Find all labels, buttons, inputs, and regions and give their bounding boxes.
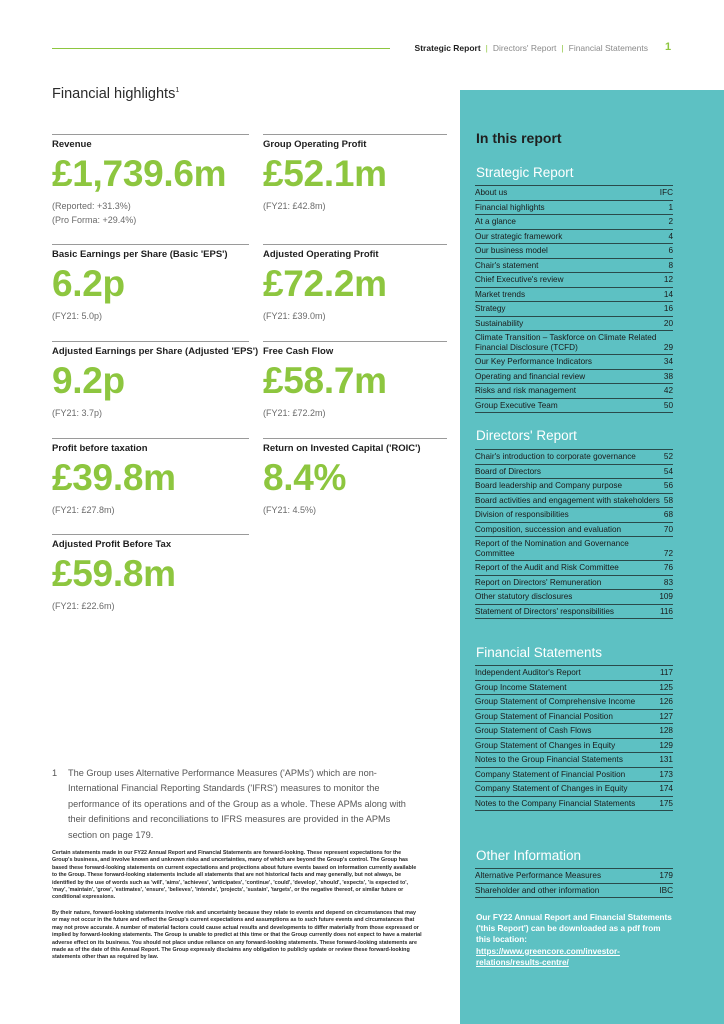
toc-item[interactable] (475, 201, 673, 216)
toc-item[interactable] (475, 244, 673, 259)
toc-item[interactable] (475, 739, 673, 754)
toc-heading: In this report (476, 130, 562, 146)
highlight-value: £58.7m (263, 360, 387, 401)
toc-item[interactable] (475, 869, 673, 884)
header-rule (52, 48, 390, 49)
toc-item[interactable] (475, 782, 673, 797)
toc-item[interactable] (475, 753, 673, 768)
highlight-value: £1,739.6m (52, 153, 227, 194)
toc-item-page: 16 (663, 304, 673, 313)
highlight-group-operating-profit (263, 134, 447, 213)
nav-directors-report[interactable]: Directors' Report (492, 43, 557, 53)
toc-item-label: Group Statement of Changes in Equity (475, 740, 616, 750)
toc-item[interactable] (475, 561, 673, 576)
toc-item-page: 126 (659, 697, 673, 706)
highlight-note: (FY21: 4.5%) (263, 505, 317, 515)
highlight-value: 9.2p (52, 360, 125, 401)
toc-item-label: Board leadership and Company purpose (475, 481, 623, 490)
highlight-note: (FY21: £22.6m) (52, 601, 115, 611)
toc-item-page: 127 (659, 711, 673, 721)
toc-list-other-information (475, 868, 673, 898)
highlight-free-cash-flow (263, 341, 447, 420)
page-title (52, 86, 179, 102)
toc-list-directors-report (475, 449, 673, 619)
toc-item-label: Operating and financial review (475, 371, 586, 381)
toc-item-label: Statement of Directors' responsibilities (475, 606, 614, 616)
toc-item-label: Report of the Audit and Risk Committee (475, 563, 619, 572)
toc-item[interactable] (475, 450, 673, 465)
toc-item-label: Sustainability (475, 318, 524, 328)
toc-item-page: 8 (668, 260, 673, 270)
download-note-text: Our FY22 Annual Report and Financial Statements ('this Report') can be downloaded as a pdf from this location: (476, 913, 672, 945)
nav-financial-statements[interactable]: Financial Statements (568, 43, 648, 53)
toc-item[interactable] (475, 465, 673, 480)
highlight-adjusted-eps (52, 341, 259, 420)
toc-item-label: Other statutory disclosures (475, 592, 573, 601)
highlight-note: (FY21: £72.2m) (263, 408, 326, 418)
toc-item-page: 76 (663, 563, 673, 572)
toc-item[interactable] (475, 590, 673, 605)
toc-item[interactable] (475, 317, 673, 332)
toc-item[interactable] (475, 370, 673, 385)
highlight-revenue (52, 134, 249, 227)
toc-item-page: 52 (663, 452, 673, 461)
toc-item-page: 29 (663, 342, 673, 352)
toc-item-page: 12 (663, 275, 673, 284)
toc-item[interactable] (475, 666, 673, 681)
highlight-label: Adjusted Profit Before Tax (52, 539, 172, 550)
highlight-note: (FY21: £39.0m) (263, 311, 326, 321)
footnote-number: 1 (52, 768, 58, 778)
toc-item-page: IFC (659, 188, 673, 197)
highlight-profit-before-tax (52, 438, 249, 517)
toc-section-title: Financial Statements (476, 645, 603, 660)
toc-item[interactable] (475, 302, 673, 317)
toc-item[interactable] (475, 259, 673, 274)
highlight-label: Adjusted Operating Profit (263, 249, 379, 260)
toc-item[interactable] (475, 479, 673, 494)
page-title-text: Financial highlights (52, 86, 176, 102)
nav-separator: | (561, 43, 564, 53)
toc-item-page: 179 (659, 871, 673, 880)
toc-item-page: 50 (663, 400, 673, 410)
toc-item-label: Climate Transition – Taskforce on Climate Related Financial Disclosure (TCFD) (475, 333, 657, 352)
highlight-value: 8.4% (263, 457, 347, 498)
toc-item-page: 56 (663, 481, 673, 490)
highlight-note: (Pro Forma: +29.4%) (52, 215, 137, 225)
toc-item-label: Board activities and engagement with stakeholders (475, 495, 660, 505)
toc-section-title: Other Information (476, 848, 582, 863)
toc-item-label: Chair's statement (475, 260, 539, 270)
title-footnote-ref: 1 (175, 87, 180, 95)
toc-item[interactable] (475, 576, 673, 591)
disclaimer-paragraph: By their nature, forward-looking statements involve risk and uncertainty because they relate to events and depend on circumstances that may or may not occur in the future and reflect the Group's current expectations and assumptions as to such future events and circumstances that may not prove accurate. A number of material factors could cause actual results and developments to differ materially from those expressed or implied by forward-looking statements. The Group is unable to predict at this time or that the Group currently does not expect to have a material adverse effect on its business. You should not place undue reliance on any forward-looking statements. These forward-looking statements are made as of the date of this Annual Report. The Group expressly disclaims any obligation to publicly update or review these forward-looking statements other than as required by law. (52, 910, 422, 961)
highlight-note: (FY21: £27.8m) (52, 505, 115, 515)
highlight-note: (FY21: 3.7p) (52, 408, 103, 418)
toc-item[interactable] (475, 537, 673, 561)
nav-strategic-report[interactable]: Strategic Report (414, 43, 481, 53)
toc-item[interactable] (475, 230, 673, 245)
highlight-value: £72.2m (263, 263, 387, 304)
toc-item-page: 42 (663, 386, 673, 395)
highlight-value: £59.8m (52, 553, 176, 594)
toc-item-label: Shareholder and other information (475, 885, 600, 895)
toc-item-label: Composition, succession and evaluation (475, 524, 622, 534)
toc-item-label: Report of the Nomination and Governance Committee (475, 539, 629, 558)
toc-item[interactable] (475, 288, 673, 303)
toc-item-label: Company Statement of Financial Position (475, 769, 626, 779)
highlight-note: (FY21: 5.0p) (52, 311, 103, 321)
footnote-text: The Group uses Alternative Performance Measures ('APMs') which are non-International Financial Reporting Standards ('IFRS') measures to monitor the performance of its operations and of the Group as a whole. These APMs along with their definitions and reconciliations to IFRS measures are provided in the APMs section on page 179. (68, 768, 406, 840)
toc-item-label: Group Statement of Financial Position (475, 711, 613, 721)
toc-item-label: Board of Directors (475, 466, 541, 476)
toc-item-page: 116 (659, 606, 673, 616)
toc-item-page: 117 (659, 668, 673, 677)
highlight-label: Adjusted Earnings per Share (Adjusted 'EPS') (52, 346, 259, 357)
toc-item[interactable] (475, 215, 673, 230)
disclaimer-paragraph: Certain statements made in our FY22 Annual Report and Financial Statements are forward-looking. These represent expectations for the Group's business, and involve known and unknown risks and uncertainties, many of which are beyond the Group's control. The Group has based these forward-looking statements on current expectations and projections about future events based on information currently available to the Group. These forward-looking statements include all statements that are not historical facts and may generally, but not always, be identified by the use of words such as 'will', 'aims', 'achieves', 'anticipates', 'continue', 'could', 'develop', 'should', 'expects', 'is expected to', 'may', 'maintain', 'grow', 'estimates', 'ensure', 'believes', 'intends', 'projects', 'sustain', 'targets', or the negative thereof, or similar future or conditional expressions. (52, 850, 417, 901)
toc-item[interactable] (475, 523, 673, 538)
toc-item[interactable] (475, 884, 673, 899)
toc-item-label: About us (475, 188, 508, 197)
highlight-basic-eps (52, 244, 249, 323)
toc-item[interactable] (475, 695, 673, 710)
toc-item-page: 54 (663, 466, 673, 476)
toc-item-label: Report on Directors' Remuneration (475, 577, 602, 587)
toc-item-label: Group Executive Team (475, 400, 558, 410)
toc-item[interactable] (475, 768, 673, 783)
toc-item-label: Financial highlights (475, 202, 545, 212)
toc-item-page: 14 (663, 289, 673, 299)
toc-item-label: Company Statement of Changes in Equity (475, 784, 628, 793)
highlight-label: Revenue (52, 139, 92, 150)
toc-item-page: 68 (663, 510, 673, 519)
toc-item-page: 129 (659, 740, 673, 750)
toc-item-label: Independent Auditor's Report (475, 668, 581, 677)
toc-item-label: At a glance (475, 217, 516, 226)
toc-item-label: Alternative Performance Measures (475, 871, 602, 880)
toc-item-page: 70 (663, 524, 673, 534)
toc-item[interactable] (475, 508, 673, 523)
highlight-roic (263, 438, 447, 517)
toc-item[interactable] (475, 710, 673, 725)
toc-item-label: Our Key Performance Indicators (475, 357, 592, 366)
header-nav (415, 43, 648, 53)
toc-item-page: IBC (659, 885, 673, 895)
highlight-value: 6.2p (52, 263, 125, 304)
toc-item-page: 2 (668, 217, 673, 226)
toc-item-label: Our strategic framework (475, 231, 563, 241)
toc-list-strategic-report (475, 185, 673, 413)
toc-item[interactable] (475, 494, 673, 509)
toc-item-label: Notes to the Company Financial Statements (475, 798, 636, 808)
toc-item[interactable] (475, 399, 673, 414)
toc-item-label: Risks and risk management (475, 386, 577, 395)
footnote (52, 766, 412, 843)
toc-section-title: Strategic Report (476, 165, 574, 180)
toc-item[interactable] (475, 273, 673, 288)
highlight-note: (Reported: +31.3%) (52, 201, 131, 211)
toc-item-page: 173 (659, 769, 673, 779)
highlight-label: Basic Earnings per Share (Basic 'EPS') (52, 249, 228, 260)
toc-item-label: Chair's introduction to corporate governance (475, 452, 636, 461)
page-number: 1 (665, 41, 672, 53)
toc-item-page: 128 (659, 726, 673, 735)
highlight-adjusted-operating-profit (263, 244, 447, 323)
toc-item-page: 109 (659, 592, 673, 601)
download-link[interactable]: https://www.greencore.com/investor-relations/results-centre/ (476, 946, 620, 967)
toc-item[interactable] (475, 681, 673, 696)
toc-item-page: 174 (659, 784, 673, 793)
toc-item-label: Group Statement of Cash Flows (475, 726, 592, 735)
toc-item[interactable] (475, 186, 673, 201)
toc-item[interactable] (475, 331, 673, 355)
toc-item-page: 125 (659, 682, 673, 692)
toc-list-financial-statements (475, 665, 673, 811)
highlight-adjusted-pbt (52, 534, 249, 613)
toc-item-page: 83 (663, 577, 673, 587)
toc-item-page: 1 (668, 202, 673, 212)
toc-item-label: Group Income Statement (475, 682, 567, 692)
toc-item-label: Notes to the Group Financial Statements (475, 755, 623, 764)
toc-item-label: Group Statement of Comprehensive Income (475, 697, 636, 706)
nav-separator: | (485, 43, 488, 53)
toc-item[interactable] (475, 605, 673, 620)
toc-item-page: 34 (663, 357, 673, 366)
toc-item-page: 72 (663, 548, 673, 558)
download-note (476, 912, 672, 968)
toc-item[interactable] (475, 724, 673, 739)
toc-item[interactable] (475, 384, 673, 399)
toc-item-page: 175 (659, 798, 673, 808)
highlight-value: £39.8m (52, 457, 176, 498)
highlight-note: (FY21: £42.8m) (263, 201, 326, 211)
highlight-label: Group Operating Profit (263, 139, 367, 150)
toc-item-page: 58 (663, 495, 673, 505)
toc-item-page: 131 (659, 755, 673, 764)
toc-item[interactable] (475, 355, 673, 370)
toc-item-label: Our business model (475, 246, 548, 255)
toc-item-page: 4 (668, 231, 673, 241)
toc-item[interactable] (475, 797, 673, 812)
highlight-label: Return on Invested Capital ('ROIC') (263, 443, 421, 454)
toc-item-label: Market trends (475, 289, 526, 299)
toc-item-page: 6 (668, 246, 673, 255)
toc-item-label: Strategy (475, 304, 506, 313)
highlight-label: Free Cash Flow (263, 346, 334, 357)
toc-item-page: 20 (663, 318, 673, 328)
toc-item-page: 38 (663, 371, 673, 381)
toc-section-title: Directors' Report (476, 428, 577, 443)
toc-item-label: Chief Executive's review (475, 275, 564, 284)
highlight-label: Profit before taxation (52, 443, 148, 454)
toc-item-label: Division of responsibilities (475, 510, 569, 519)
highlight-value: £52.1m (263, 153, 387, 194)
